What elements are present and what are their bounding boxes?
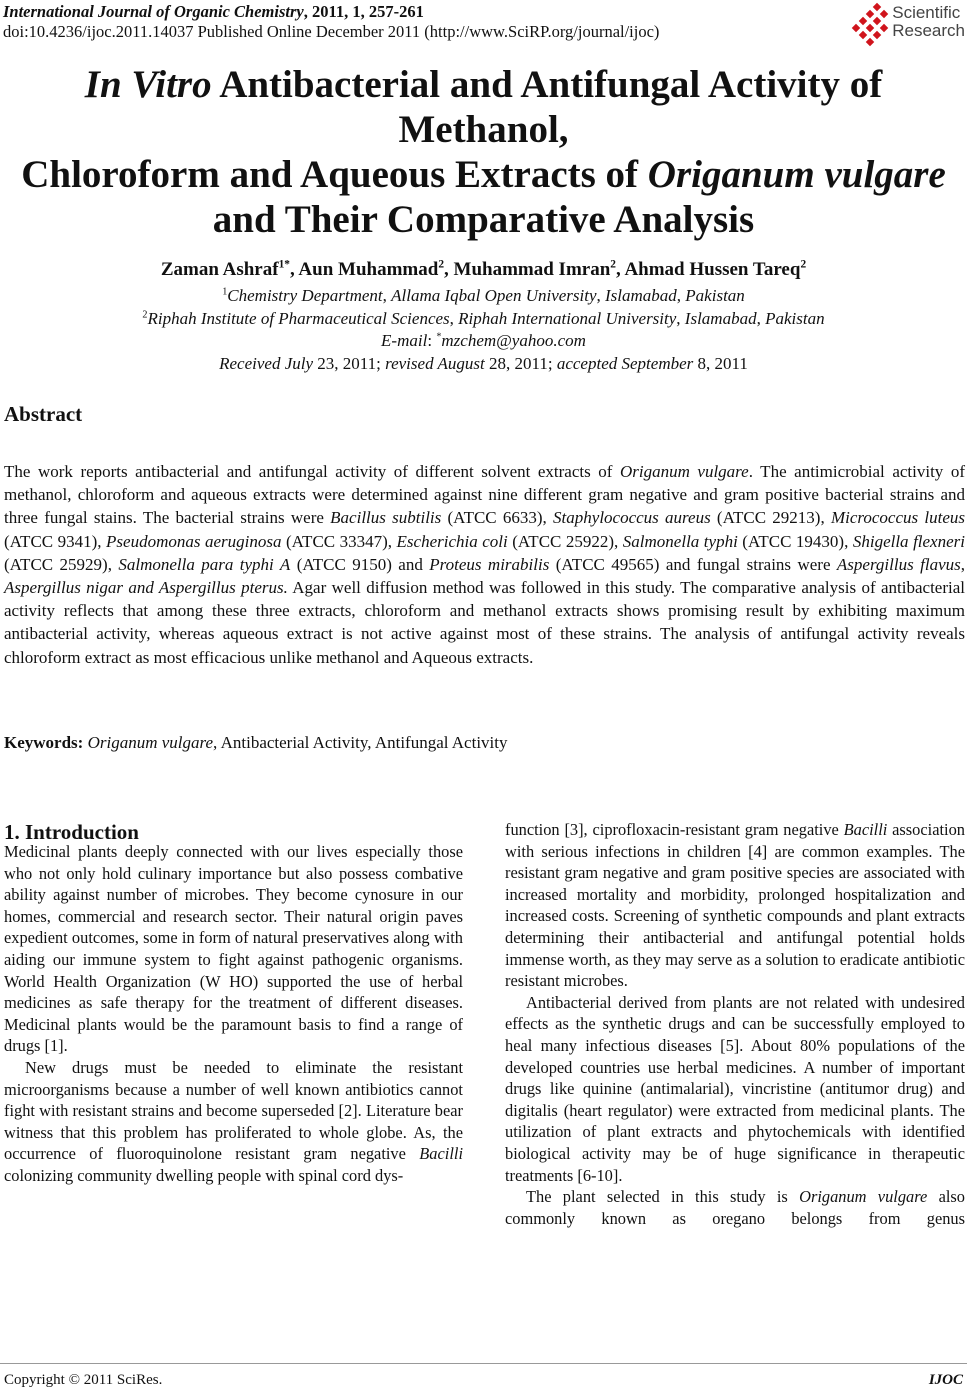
italic-term: Proteus mirabilis (429, 554, 550, 574)
footer-divider (0, 1363, 967, 1364)
author-name: Zaman Ashraf (160, 259, 279, 280)
text-run: . The antimicrobial activity of methanol, chloroform and aqueous extracts were determined against nine different gram negative and gram positive bacterial strains and three fungal stains. The bacterial strains were (4, 462, 965, 528)
email-label: E-mail (381, 331, 428, 350)
text-run: (ATCC 33347), (281, 531, 397, 551)
aff-city: Islamabad (605, 286, 677, 305)
author-sup: 1* (278, 258, 290, 271)
text-run: Agar well diffusion method was followed in this study. The comparative analysis of antibacterial activity reflects that among these three extracts, chloroform and methanol extracts shows promising result by exhibiting maximum antibacterial activity, whereas aqueous extract is not active against most of these strains. The analysis of antifungal activity reveals chloroform extract as most efficacious unlike methanol and Aqueous extracts. (4, 578, 965, 667)
keyword-species: Origanum vulgare (87, 733, 214, 752)
italic-term: Salmonella typhi (622, 531, 738, 551)
author-sep: , (444, 259, 454, 280)
author-list (0, 258, 967, 282)
right-column (505, 819, 965, 1229)
text-run: Medicinal plants deeply connected with our lives especially those who not only hold culinary importance but also possess combative ability against number of microbes. They become cynosure in our homes, commercial and research sector. Their natural origin paves expedient outcomes, some in form of natural preservatives along with aiding our immune system to fight against pathogenic organisms. World Health Organization (W HO) supported the use of herbal medicines as safe therapy for the treatment of different diseases. Medicinal plants would be the paramount basis to find a range of drugs [1]. (4, 842, 463, 1056)
aff-inst: Riphah International University (458, 308, 677, 328)
text-run: (ATCC 29213), (710, 508, 831, 528)
author (298, 259, 453, 280)
aff-city: Islamabad (684, 308, 757, 328)
left-column (4, 841, 463, 1187)
text-run: colonizing community dwelling people with spinal cord dys- (4, 1165, 404, 1185)
text-run: (ATCC 25929), (4, 554, 119, 574)
revised-date: 28, 2011; (484, 353, 557, 373)
text-run: (ATCC 19430), (737, 531, 853, 551)
italic-term: Escherichia coli (396, 531, 508, 551)
aff-sup: 1 (222, 286, 228, 298)
author-sup: 2 (800, 258, 807, 271)
abstract-text (4, 460, 965, 669)
logo-text (892, 4, 965, 40)
email-line: E-mail: *mzchem@yahoo.com (381, 331, 586, 350)
aff-inst: Allama Iqbal Open University (391, 286, 597, 305)
italic-term: Bacillus subtilis (330, 508, 442, 528)
title-italic-lead: In Vitro (84, 63, 212, 106)
received-label: Received July (219, 353, 314, 373)
text-run: function [3], ciprofloxacin-resistant gram negative (505, 820, 844, 839)
aff-dept: Chemistry Department (227, 286, 383, 305)
paragraph (4, 841, 463, 1057)
dates-line (0, 353, 967, 376)
italic-term: Bacilli (843, 820, 888, 839)
author-name: Ahmad Hussen Tareq (624, 259, 801, 280)
journal-citation (3, 2, 659, 22)
aff-country: Pakistan (685, 286, 745, 305)
author-name: Muhammad Imran (453, 259, 611, 280)
logo-line2: Research (892, 21, 965, 40)
accepted-label: accepted September (556, 353, 694, 373)
email-address[interactable]: mzchem@yahoo.com (441, 331, 586, 350)
author-name: Aun Muhammad (298, 259, 439, 280)
publisher-logo (850, 2, 965, 42)
text-run: (ATCC 6633), (441, 508, 554, 528)
abstract-heading: Abstract (4, 402, 83, 426)
email-sup: * (436, 331, 442, 343)
author-sup: 2 (438, 258, 445, 271)
paragraph (505, 1186, 965, 1229)
affiliation: $^1$Chemistry Department, Allama Iqbal Open University, Islamabad, Pakistan (222, 286, 745, 305)
journal-abbr: IJOC (928, 1372, 963, 1388)
title-line1 (0, 62, 967, 152)
title-line2-lead: Chloroform and Aqueous Extracts of (21, 153, 648, 196)
journal-name: International Journal of Organic Chemistry (3, 2, 304, 21)
text-run: (ATCC 9150) and (290, 554, 430, 574)
volume-info: , 2011, 1, 257-261 (303, 2, 424, 21)
text-run: (ATCC 49565) and fungal strains were (549, 554, 837, 574)
author (454, 259, 625, 280)
title-species: Origanum vulgare (647, 153, 946, 196)
italic-term: Micrococcus luteus (830, 508, 965, 528)
keywords-line (4, 733, 508, 753)
introduction-heading: 1. Introduction (4, 820, 139, 844)
text-run: The work reports antibacterial and antifungal activity of different solvent extracts of (4, 462, 620, 481)
italic-term: Bacilli (419, 1144, 463, 1164)
paragraph (4, 1057, 463, 1187)
copyright: Copyright © 2011 SciRes. (4, 1372, 163, 1388)
title-line2 (0, 152, 967, 197)
text-run: New drugs must be needed to eliminate the resistant microorganisms because a number of well known antibiotics cannot fight with resistant strains and become superseded [2]. Literature bear witness that this problem has proliferated to whole globe. As, the occurrence of fluoroquinolone resistant gram negative (4, 1057, 463, 1164)
text-run: association with serious infections in children [4] are common examples. The resistant gram negative and gram positive species are associated with increased mortality and morbidity, prolonged hospitalization and increased costs. Screening of synthetic compounds and plant extracts determining their antibacterial and antifungal potential holds immense worth, as they may serve as a solution to eradicate antibiotic resistant microbes. (505, 820, 965, 991)
paragraph (505, 992, 965, 1186)
author (161, 259, 299, 280)
text-run: (ATCC 9341), (4, 531, 107, 551)
revised-label: revised August (385, 353, 485, 373)
author-sep: , (289, 259, 299, 280)
title-line3: and Their Comparative Analysis (212, 198, 755, 241)
paragraph (505, 819, 965, 992)
aff-sup: 2 (142, 308, 148, 320)
italic-term: Pseudomonas aeruginosa (106, 531, 282, 551)
italic-term: Origanum vulgare (799, 1187, 928, 1207)
affiliations (0, 285, 967, 375)
title-line1-rest: Antibacterial and Antifungal Activity of Methanol, (211, 63, 883, 151)
running-header (3, 2, 659, 42)
italic-term: Staphylococcus aureus (553, 508, 711, 528)
paper-title (0, 62, 967, 242)
doi-line: doi:10.4236/ijoc.2011.14037 Published Online December 2011 (http://www.SciRP.org/journal/ijoc) (3, 22, 660, 41)
logo-line1: Scientific (892, 3, 961, 22)
italic-term: Shigella flexneri (852, 531, 965, 551)
affiliation: $^2$Riphah Institute of Pharmaceutical Sciences, Riphah International University, Islamabad, Pakistan (142, 308, 825, 328)
received-date: 23, 2011; (313, 353, 386, 373)
text-run: (ATCC 25922), (507, 531, 623, 551)
keywords-rest: , Antibacterial Activity, Antifungal Activity (213, 733, 508, 752)
text-run: The plant selected in this study is (526, 1187, 800, 1207)
italic-term: Origanum vulgare (619, 462, 749, 481)
logo-diamonds-icon (850, 2, 890, 42)
keywords-label: Keywords: (4, 733, 84, 752)
italic-term: Aspergillus nigar and Aspergillus pterus. (4, 578, 288, 598)
italic-term: Aspergillus flavus (836, 554, 961, 574)
author-sep: , (615, 259, 625, 280)
text-run: , (960, 554, 965, 574)
aff-country: Pakistan (765, 308, 825, 328)
italic-term: Salmonella para typhi A (118, 554, 291, 574)
accepted-date: 8, 2011 (693, 353, 748, 373)
aff-dept: Riphah Institute of Pharmaceutical Sciences (147, 308, 450, 328)
text-run: also commonly known as oregano belongs from genus (505, 1187, 965, 1228)
author (624, 259, 806, 280)
text-run: Antibacterial derived from plants are not related with undesired effects as the synthetic drugs and can be successfully employed to heal many infectious diseases [5]. About 80% populations of the developed countries use herbal medicines. A number of important drugs like quinine (antimalarial), vincristine (antitumor drug) and digitalis (heart regulator) were extracted from medicinal plants. The utilization of plant extracts and phytochemicals with identified biological activity may be of huge significance in therapeutic treatments [6-10]. (505, 992, 965, 1185)
author-sup: 2 (610, 258, 616, 271)
